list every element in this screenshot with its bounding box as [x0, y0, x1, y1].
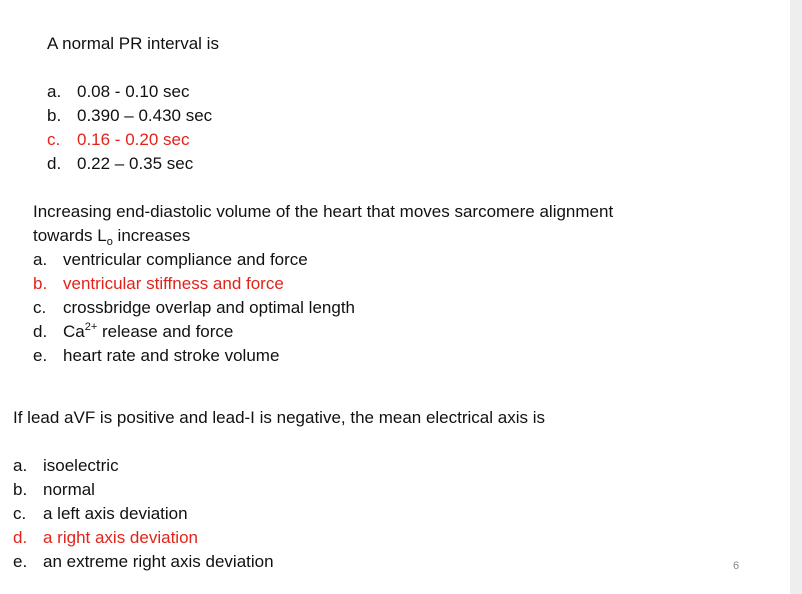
- option-letter: c.: [47, 130, 61, 149]
- question-2-prompt-line-1: Increasing end-diastolic volume of the heart that moves sarcomere alignment: [33, 202, 614, 221]
- option-text: 0.390 – 0.430 sec: [77, 106, 213, 125]
- option-letter: a.: [33, 250, 48, 269]
- option-letter: e.: [13, 552, 28, 571]
- prompt-text: increases: [112, 226, 191, 245]
- option-letter: a.: [47, 82, 62, 101]
- option-text: 0.22 – 0.35 sec: [77, 154, 194, 173]
- option-letter: d.: [47, 154, 62, 173]
- option-letter: c.: [13, 504, 27, 523]
- subscript: o: [106, 236, 113, 248]
- option-text: normal: [43, 480, 95, 499]
- option-letter: a.: [13, 456, 28, 475]
- option-letter: e.: [33, 346, 48, 365]
- prompt-text: towards L: [33, 226, 107, 245]
- option-text: ventricular compliance and force: [63, 250, 308, 269]
- option-text: 0.08 - 0.10 sec: [77, 82, 190, 101]
- option-letter: d.: [33, 322, 48, 341]
- question-3-prompt: If lead aVF is positive and lead-I is negative, the mean electrical axis is: [13, 408, 545, 427]
- option-letter: d.: [13, 528, 28, 547]
- option-letter: b.: [13, 480, 28, 499]
- option-text: a left axis deviation: [43, 504, 188, 523]
- question-1-prompt: A normal PR interval is: [47, 34, 219, 53]
- option-text: an extreme right axis deviation: [43, 552, 274, 571]
- option-text: ventricular stiffness and force: [63, 274, 284, 293]
- option-text: heart rate and stroke volume: [63, 346, 280, 365]
- page-number: 6: [733, 560, 740, 572]
- calcium-text: Ca: [63, 322, 85, 341]
- superscript: 2+: [84, 321, 98, 333]
- option-text: [63, 320, 233, 346]
- option-text: isoelectric: [43, 456, 119, 475]
- option-text: crossbridge overlap and optimal length: [63, 298, 356, 317]
- option-letter: b.: [33, 274, 48, 293]
- option-text: a right axis deviation: [43, 528, 198, 547]
- option-text-rest: release and force: [97, 322, 234, 341]
- option-text: 0.16 - 0.20 sec: [77, 130, 190, 149]
- option-letter: c.: [33, 298, 47, 317]
- slide-edge: [790, 0, 802, 594]
- option-letter: b.: [47, 106, 62, 125]
- question-2-prompt-line-2: [33, 224, 190, 250]
